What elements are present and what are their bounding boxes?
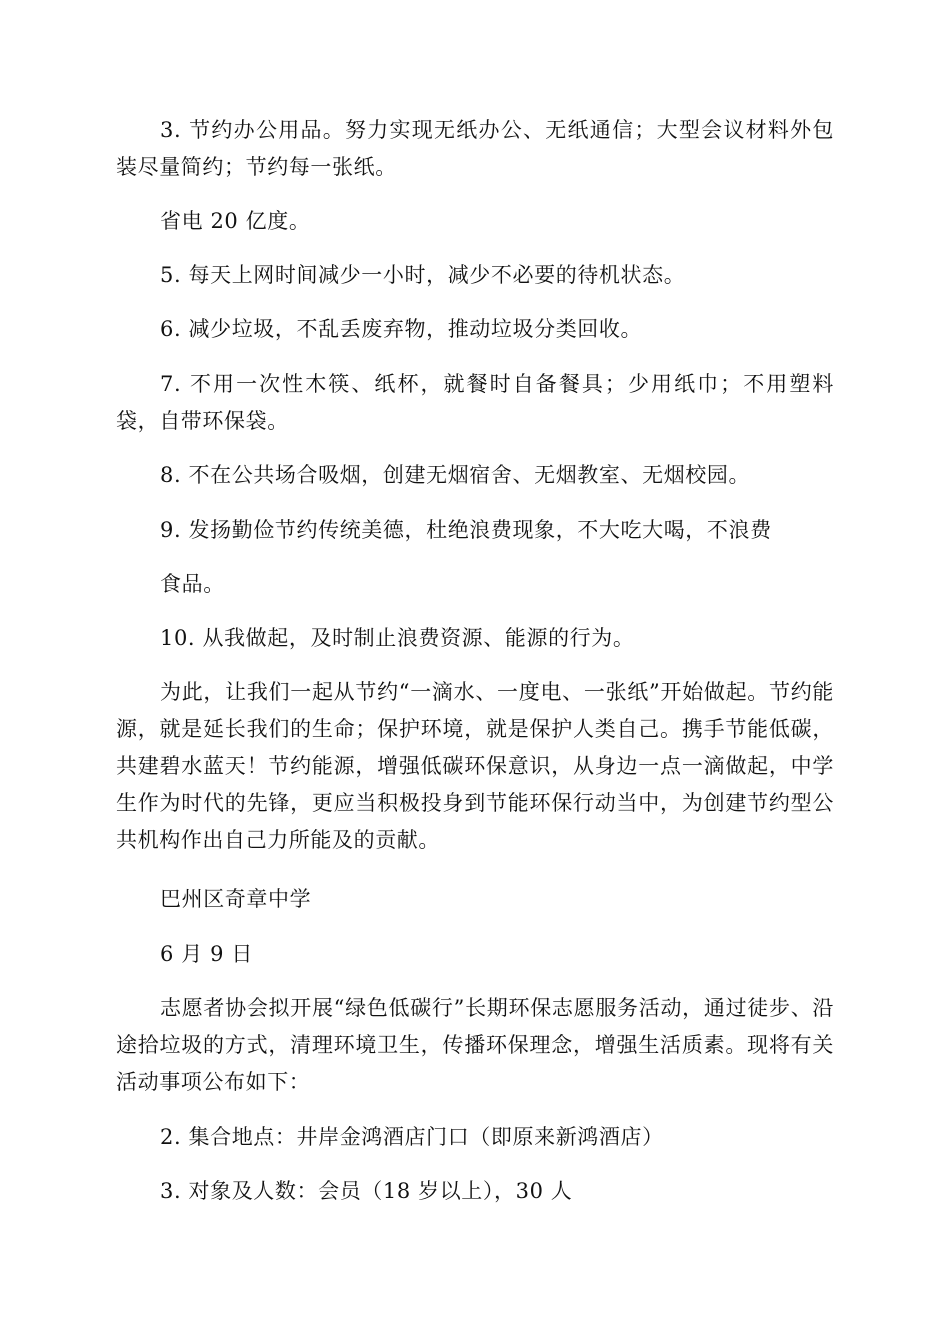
paragraph-start-with-me: 10. 从我做起，及时制止浪费资源、能源的行为。 bbox=[160, 626, 635, 650]
signature-date: 6 月 9 日 bbox=[160, 942, 253, 966]
paragraph-reduce-waste: 6. 减少垃圾，不乱丢废弃物，推动垃圾分类回收。 bbox=[160, 317, 643, 341]
paragraph-meeting-place: 2. 集合地点：井岸金鸿酒店门口（即原来新鸿酒店） bbox=[160, 1125, 664, 1149]
paragraph-volunteer-intro: 志愿者协会拟开展“绿色低碳行”长期环保志愿服务活动，通过徒步、沿途拾垃圾的方式，清理环境卫生，传播环保理念，增强生活质素。现将有关活动事项公布如下： bbox=[116, 996, 834, 1094]
paragraph-internet-time: 5. 每天上网时间减少一小时，减少不必要的待机状态。 bbox=[160, 263, 686, 287]
paragraph-save-electricity: 省电 20 亿度。 bbox=[160, 209, 311, 233]
paragraph-disposable-items: 7. 不用一次性木筷、纸杯，就餐时自备餐具；少用纸巾；不用塑料袋，自带环保袋。 bbox=[116, 372, 834, 433]
paragraph-office-supplies: 3. 节约办公用品。努力实现无纸办公、无纸通信；大型会议材料外包装尽量简约；节约每一张纸。 bbox=[116, 118, 834, 179]
paragraph-participants: 3. 对象及人数：会员（18 岁以上），30 人 bbox=[160, 1179, 573, 1203]
paragraph-call-to-action: 为此，让我们一起从节约“一滴水、一度电、一张纸”开始做起。节约能源，就是延长我们的生命；保护环境，就是保护人类自己。携手节能低碳，共建碧水蓝天！节约能源，增强低碳环保意识，从身边一点一滴做起，中学生作为时代的先锋，更应当积极投身到节能环保行动当中，为创建节约型公共机构作出自己力所能及的贡献。 bbox=[116, 680, 834, 852]
paragraph-thrift: 9. 发扬勤俭节约传统美德，杜绝浪费现象，不大吃大喝，不浪费 bbox=[160, 518, 772, 542]
paragraph-no-smoking: 8. 不在公共场合吸烟，创建无烟宿舍、无烟教室、无烟校园。 bbox=[160, 463, 751, 487]
signature-school: 巴州区奇章中学 bbox=[160, 887, 312, 911]
paragraph-food: 食品。 bbox=[160, 572, 225, 596]
